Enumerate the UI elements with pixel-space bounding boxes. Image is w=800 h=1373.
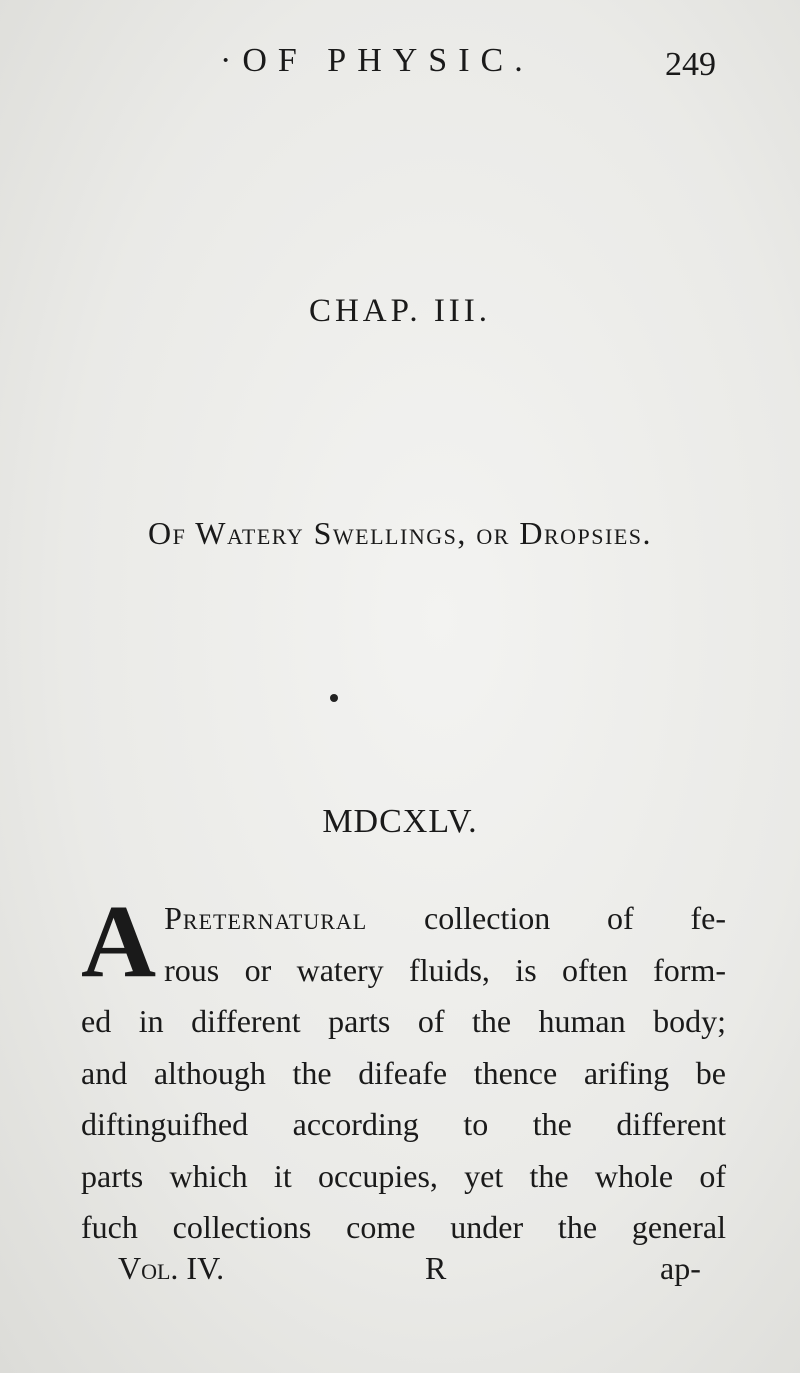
text-line: parts which it occupies, yet the whole of xyxy=(81,1157,726,1194)
signature-mark: R xyxy=(425,1250,447,1286)
chapter-title: Of Watery Swellings, or Dropsies. xyxy=(147,515,653,551)
chapter-heading: CHAP. III. xyxy=(308,293,492,329)
text-line: and although the difeafe thence arifing be xyxy=(81,1054,726,1091)
text-line-rest: collection of fe- xyxy=(424,900,727,936)
running-title: ·OF PHYSIC. xyxy=(220,42,534,79)
drop-cap: A xyxy=(81,884,155,999)
first-words: Preternatural xyxy=(164,900,368,936)
section-number: MDCXLV. xyxy=(322,803,478,840)
ornament-dot-icon xyxy=(330,694,338,702)
volume-label: Vol. IV. xyxy=(118,1250,225,1286)
running-head xyxy=(0,40,800,90)
catchword: ap- xyxy=(660,1250,701,1286)
page-footer xyxy=(0,1250,800,1300)
text-line xyxy=(81,893,726,945)
body-paragraph xyxy=(81,884,727,1254)
text-line: ed in different parts of the human body; xyxy=(81,1003,726,1039)
text-line: diftinguifhed according to the different xyxy=(81,1106,726,1142)
text-line: fuch collections come under the general xyxy=(81,1209,726,1245)
text-line: rous or watery fluids, is often form- xyxy=(164,951,726,988)
page-number: 249 xyxy=(665,46,716,83)
